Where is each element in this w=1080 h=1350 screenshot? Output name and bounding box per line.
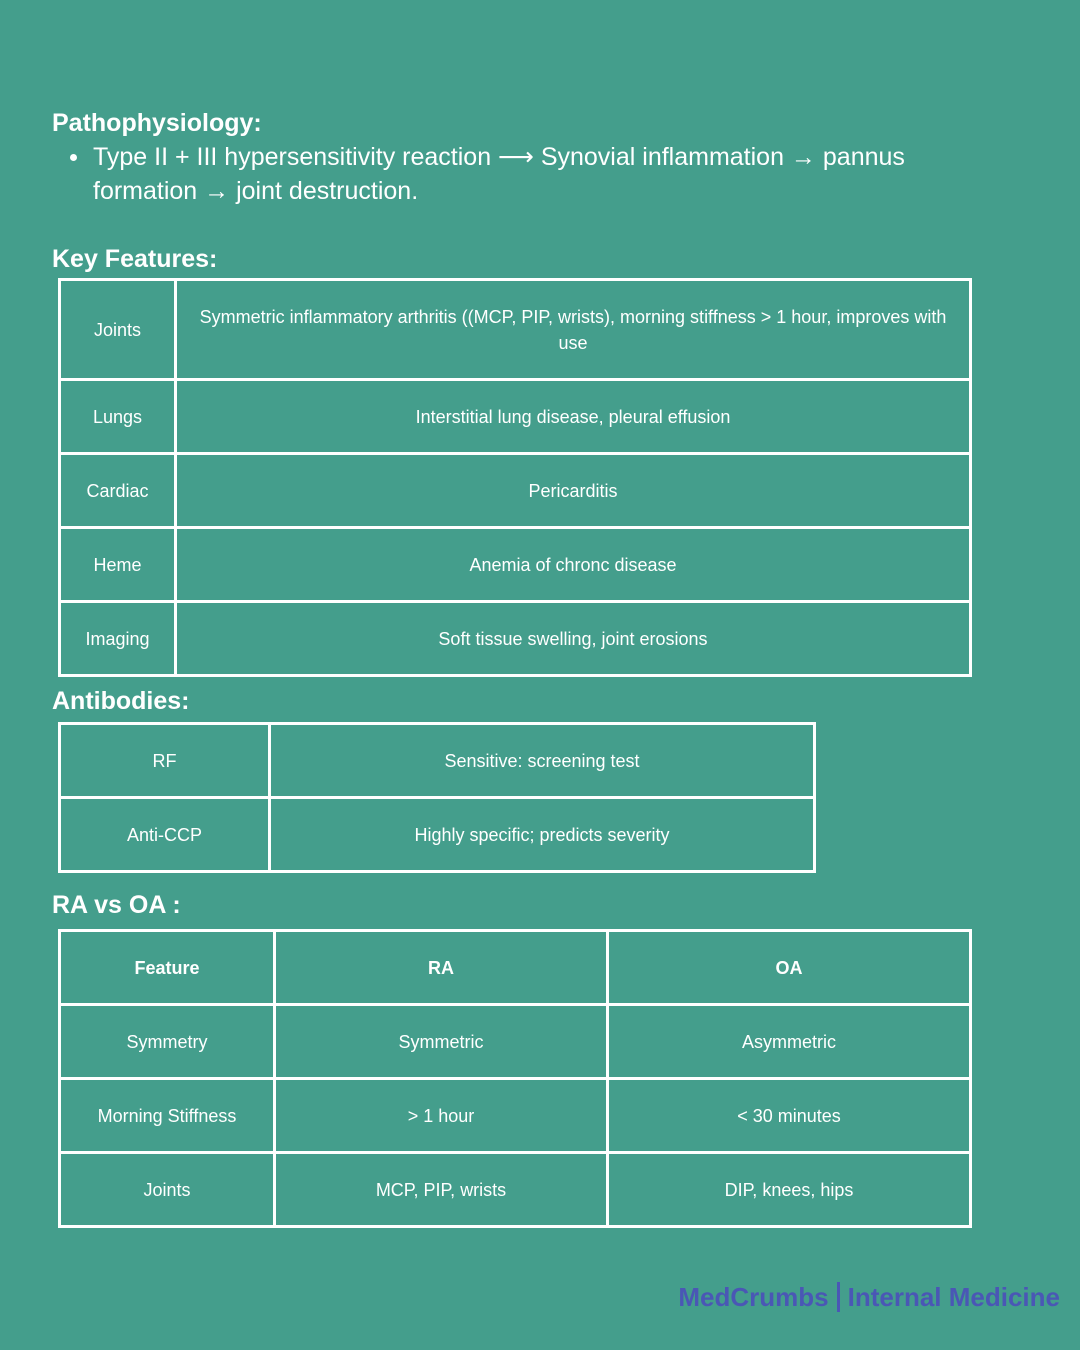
column-header-feature: Feature (60, 931, 275, 1005)
table-row (60, 1153, 971, 1227)
ra-vs-oa-heading: RA vs OA : (52, 891, 181, 919)
feature-label: Joints (60, 280, 176, 380)
table-row (60, 454, 971, 528)
comparison-ra: > 1 hour (275, 1079, 608, 1153)
table-row (60, 1079, 971, 1153)
column-header-oa: OA (608, 931, 971, 1005)
table-row (60, 602, 971, 676)
antibodies-heading: Antibodies: (52, 687, 190, 715)
feature-label: Heme (60, 528, 176, 602)
feature-value: Symmetric inflammatory arthritis ((MCP, PIP, wrists), morning stiffness > 1 hour, improves with use (176, 280, 971, 380)
feature-label: Lungs (60, 380, 176, 454)
comparison-feature: Morning Stiffness (60, 1079, 275, 1153)
brand-name: MedCrumbs (678, 1282, 829, 1312)
comparison-feature: Symmetry (60, 1005, 275, 1079)
comparison-ra: Symmetric (275, 1005, 608, 1079)
key-features-heading: Key Features: (52, 245, 218, 273)
table-row (60, 380, 971, 454)
key-features-table (58, 278, 972, 677)
feature-value: Pericarditis (176, 454, 971, 528)
comparison-oa: DIP, knees, hips (608, 1153, 971, 1227)
table-row (60, 528, 971, 602)
table-header-row (60, 931, 971, 1005)
ra-vs-oa-table (58, 929, 972, 1228)
pathophysiology-heading: Pathophysiology: (52, 109, 262, 137)
antibody-label: Anti-CCP (60, 798, 270, 872)
feature-label: Imaging (60, 602, 176, 676)
feature-value: Soft tissue swelling, joint erosions (176, 602, 971, 676)
brand-footer (678, 1282, 1060, 1314)
pathophysiology-bullet: Type II + III hypersensitivity reaction ⟶ Synovial inflammation → pannus formation → joint destruction. (66, 140, 946, 208)
feature-value: Interstitial lung disease, pleural effusion (176, 380, 971, 454)
table-row (60, 724, 815, 798)
antibody-value: Highly specific; predicts severity (270, 798, 815, 872)
antibody-label: RF (60, 724, 270, 798)
feature-label: Cardiac (60, 454, 176, 528)
brand-section: Internal Medicine (847, 1282, 1060, 1312)
brand-separator (837, 1282, 840, 1312)
comparison-feature: Joints (60, 1153, 275, 1227)
comparison-oa: Asymmetric (608, 1005, 971, 1079)
comparison-ra: MCP, PIP, wrists (275, 1153, 608, 1227)
feature-value: Anemia of chronc disease (176, 528, 971, 602)
table-row (60, 280, 971, 380)
table-row (60, 798, 815, 872)
table-row (60, 1005, 971, 1079)
antibody-value: Sensitive: screening test (270, 724, 815, 798)
comparison-oa: < 30 minutes (608, 1079, 971, 1153)
pathophysiology-list (66, 140, 946, 208)
column-header-ra: RA (275, 931, 608, 1005)
antibodies-table (58, 722, 816, 873)
